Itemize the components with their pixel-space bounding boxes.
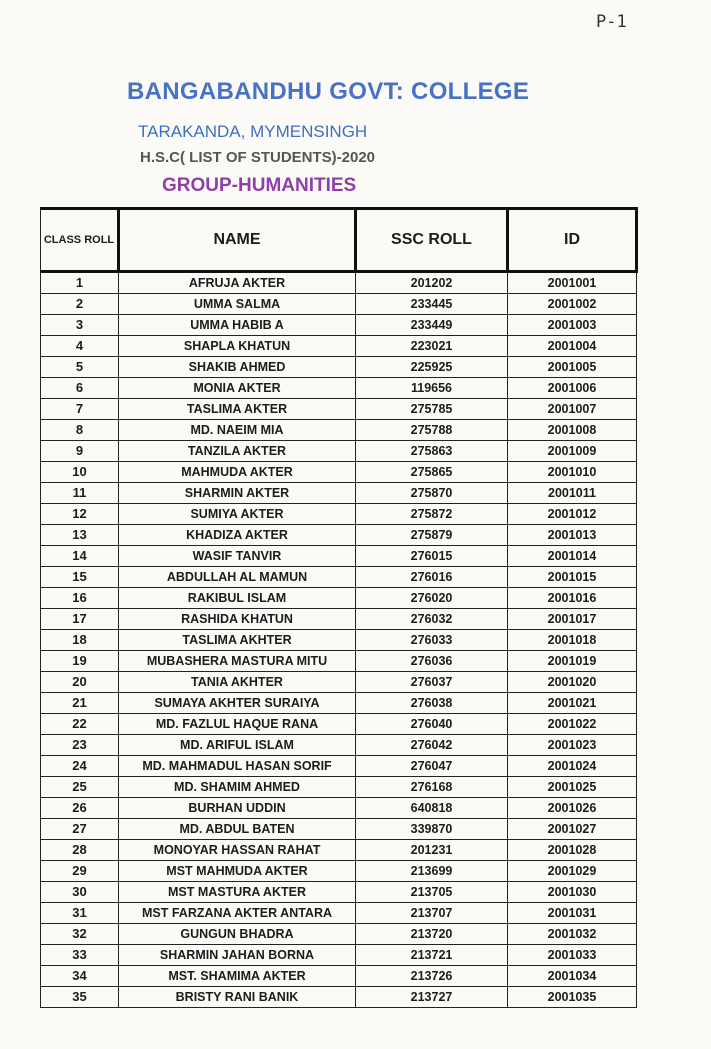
cell-name: SHARMIN AKTER (119, 483, 356, 504)
cell-class-roll: 29 (41, 861, 119, 882)
cell-ssc-roll: 276033 (356, 630, 508, 651)
cell-class-roll: 5 (41, 357, 119, 378)
table-row (41, 819, 637, 840)
cell-class-roll: 10 (41, 462, 119, 483)
cell-id: 2001035 (508, 987, 637, 1008)
table-row (41, 630, 637, 651)
cell-class-roll: 15 (41, 567, 119, 588)
cell-class-roll: 17 (41, 609, 119, 630)
cell-id: 2001025 (508, 777, 637, 798)
cell-ssc-roll: 276036 (356, 651, 508, 672)
cell-name: AFRUJA AKTER (119, 272, 356, 294)
table-row (41, 714, 637, 735)
cell-name: MD. FAZLUL HAQUE RANA (119, 714, 356, 735)
cell-name: BRISTY RANI BANIK (119, 987, 356, 1008)
cell-ssc-roll: 213720 (356, 924, 508, 945)
table-row (41, 903, 637, 924)
cell-id: 2001007 (508, 399, 637, 420)
cell-ssc-roll: 276042 (356, 735, 508, 756)
cell-class-roll: 23 (41, 735, 119, 756)
cell-ssc-roll: 213727 (356, 987, 508, 1008)
cell-name: SHAKIB AHMED (119, 357, 356, 378)
cell-ssc-roll: 213721 (356, 945, 508, 966)
cell-ssc-roll: 275863 (356, 441, 508, 462)
cell-id: 2001026 (508, 798, 637, 819)
cell-ssc-roll: 233449 (356, 315, 508, 336)
cell-ssc-roll: 276040 (356, 714, 508, 735)
cell-name: KHADIZA AKTER (119, 525, 356, 546)
cell-id: 2001003 (508, 315, 637, 336)
cell-name: TASLIMA AKTER (119, 399, 356, 420)
cell-name: TASLIMA AKHTER (119, 630, 356, 651)
cell-id: 2001030 (508, 882, 637, 903)
cell-ssc-roll: 276047 (356, 756, 508, 777)
table-row (41, 672, 637, 693)
cell-ssc-roll: 276038 (356, 693, 508, 714)
table-header-row (41, 209, 637, 272)
cell-ssc-roll: 275865 (356, 462, 508, 483)
table-row (41, 336, 637, 357)
table-row (41, 924, 637, 945)
cell-ssc-roll: 275788 (356, 420, 508, 441)
cell-ssc-roll: 339870 (356, 819, 508, 840)
cell-id: 2001023 (508, 735, 637, 756)
cell-class-roll: 31 (41, 903, 119, 924)
cell-name: MONIA AKTER (119, 378, 356, 399)
table-row (41, 798, 637, 819)
table-row (41, 483, 637, 504)
cell-ssc-roll: 213705 (356, 882, 508, 903)
cell-name: MUBASHERA MASTURA MITU (119, 651, 356, 672)
cell-id: 2001019 (508, 651, 637, 672)
cell-id: 2001014 (508, 546, 637, 567)
cell-id: 2001012 (508, 504, 637, 525)
column-header-class-roll: CLASS ROLL (41, 209, 119, 272)
cell-class-roll: 7 (41, 399, 119, 420)
cell-id: 2001015 (508, 567, 637, 588)
table-row (41, 651, 637, 672)
cell-name: MAHMUDA AKTER (119, 462, 356, 483)
cell-ssc-roll: 276016 (356, 567, 508, 588)
cell-class-roll: 24 (41, 756, 119, 777)
table-row (41, 420, 637, 441)
table-row (41, 609, 637, 630)
table-row (41, 272, 637, 294)
cell-class-roll: 20 (41, 672, 119, 693)
cell-id: 2001006 (508, 378, 637, 399)
cell-class-roll: 21 (41, 693, 119, 714)
page-number: P-1 (596, 12, 627, 32)
cell-class-roll: 9 (41, 441, 119, 462)
cell-class-roll: 30 (41, 882, 119, 903)
cell-ssc-roll: 119656 (356, 378, 508, 399)
cell-ssc-roll: 201202 (356, 272, 508, 294)
cell-class-roll: 35 (41, 987, 119, 1008)
cell-ssc-roll: 213699 (356, 861, 508, 882)
cell-name: MST MASTURA AKTER (119, 882, 356, 903)
table-row (41, 462, 637, 483)
cell-name: MONOYAR HASSAN RAHAT (119, 840, 356, 861)
cell-id: 2001022 (508, 714, 637, 735)
cell-ssc-roll: 201231 (356, 840, 508, 861)
table-row (41, 567, 637, 588)
group-heading: GROUP-HUMANITIES (162, 175, 357, 196)
cell-class-roll: 3 (41, 315, 119, 336)
cell-name: SHAPLA KHATUN (119, 336, 356, 357)
cell-id: 2001010 (508, 462, 637, 483)
cell-id: 2001002 (508, 294, 637, 315)
cell-class-roll: 13 (41, 525, 119, 546)
cell-name: RASHIDA KHATUN (119, 609, 356, 630)
cell-ssc-roll: 213707 (356, 903, 508, 924)
cell-id: 2001005 (508, 357, 637, 378)
table-row (41, 882, 637, 903)
cell-class-roll: 19 (41, 651, 119, 672)
cell-ssc-roll: 275872 (356, 504, 508, 525)
cell-name: SUMAYA AKHTER SURAIYA (119, 693, 356, 714)
cell-id: 2001021 (508, 693, 637, 714)
cell-name: MD. MAHMADUL HASAN SORIF (119, 756, 356, 777)
table-row (41, 693, 637, 714)
cell-id: 2001016 (508, 588, 637, 609)
cell-ssc-roll: 640818 (356, 798, 508, 819)
table-row (41, 777, 637, 798)
cell-id: 2001018 (508, 630, 637, 651)
cell-class-roll: 25 (41, 777, 119, 798)
cell-class-roll: 33 (41, 945, 119, 966)
column-header-name: NAME (119, 209, 356, 272)
cell-id: 2001033 (508, 945, 637, 966)
cell-id: 2001032 (508, 924, 637, 945)
cell-id: 2001028 (508, 840, 637, 861)
cell-class-roll: 6 (41, 378, 119, 399)
cell-id: 2001034 (508, 966, 637, 987)
exam-heading: H.S.C( LIST OF STUDENTS)-2020 (140, 149, 376, 166)
cell-ssc-roll: 276032 (356, 609, 508, 630)
cell-id: 2001031 (508, 903, 637, 924)
cell-name: MD. ABDUL BATEN (119, 819, 356, 840)
table-row (41, 945, 637, 966)
cell-name: MD. NAEIM MIA (119, 420, 356, 441)
table-row (41, 294, 637, 315)
cell-ssc-roll: 275879 (356, 525, 508, 546)
cell-class-roll: 26 (41, 798, 119, 819)
cell-class-roll: 28 (41, 840, 119, 861)
table-row (41, 546, 637, 567)
cell-name: WASIF TANVIR (119, 546, 356, 567)
cell-name: RAKIBUL ISLAM (119, 588, 356, 609)
column-header-ssc-roll: SSC ROLL (356, 209, 508, 272)
cell-ssc-roll: 223021 (356, 336, 508, 357)
table-row (41, 735, 637, 756)
cell-class-roll: 8 (41, 420, 119, 441)
cell-name: TANZILA AKTER (119, 441, 356, 462)
cell-id: 2001008 (508, 420, 637, 441)
cell-ssc-roll: 276168 (356, 777, 508, 798)
cell-class-roll: 16 (41, 588, 119, 609)
cell-name: UMMA HABIB A (119, 315, 356, 336)
college-title: BANGABANDHU GOVT: COLLEGE (127, 78, 530, 105)
table-row (41, 504, 637, 525)
cell-id: 2001001 (508, 272, 637, 294)
cell-name: BURHAN UDDIN (119, 798, 356, 819)
cell-ssc-roll: 213726 (356, 966, 508, 987)
table-row (41, 861, 637, 882)
table-row (41, 399, 637, 420)
table-row (41, 357, 637, 378)
table-row (41, 987, 637, 1008)
cell-ssc-roll: 276020 (356, 588, 508, 609)
cell-class-roll: 4 (41, 336, 119, 357)
cell-id: 2001013 (508, 525, 637, 546)
cell-class-roll: 18 (41, 630, 119, 651)
cell-name: UMMA SALMA (119, 294, 356, 315)
cell-id: 2001024 (508, 756, 637, 777)
cell-class-roll: 32 (41, 924, 119, 945)
cell-id: 2001011 (508, 483, 637, 504)
table-row (41, 840, 637, 861)
column-header-id: ID (508, 209, 637, 272)
cell-name: ABDULLAH AL MAMUN (119, 567, 356, 588)
table-row (41, 966, 637, 987)
cell-id: 2001029 (508, 861, 637, 882)
table-row (41, 378, 637, 399)
table-row (41, 756, 637, 777)
cell-name: MST FARZANA AKTER ANTARA (119, 903, 356, 924)
cell-ssc-roll: 233445 (356, 294, 508, 315)
cell-ssc-roll: 276037 (356, 672, 508, 693)
cell-class-roll: 22 (41, 714, 119, 735)
cell-name: SHARMIN JAHAN BORNA (119, 945, 356, 966)
cell-class-roll: 12 (41, 504, 119, 525)
cell-class-roll: 14 (41, 546, 119, 567)
cell-id: 2001027 (508, 819, 637, 840)
cell-ssc-roll: 275870 (356, 483, 508, 504)
cell-ssc-roll: 275785 (356, 399, 508, 420)
cell-ssc-roll: 225925 (356, 357, 508, 378)
college-location: TARAKANDA, MYMENSINGH (138, 122, 368, 141)
cell-name: MST MAHMUDA AKTER (119, 861, 356, 882)
cell-id: 2001004 (508, 336, 637, 357)
cell-name: GUNGUN BHADRA (119, 924, 356, 945)
cell-class-roll: 1 (41, 272, 119, 294)
cell-name: MST. SHAMIMA AKTER (119, 966, 356, 987)
table-row (41, 525, 637, 546)
table-row (41, 588, 637, 609)
table-row (41, 315, 637, 336)
cell-class-roll: 27 (41, 819, 119, 840)
cell-class-roll: 2 (41, 294, 119, 315)
cell-class-roll: 11 (41, 483, 119, 504)
cell-id: 2001017 (508, 609, 637, 630)
cell-name: MD. ARIFUL ISLAM (119, 735, 356, 756)
student-list-table (40, 207, 638, 1008)
cell-name: MD. SHAMIM AHMED (119, 777, 356, 798)
cell-class-roll: 34 (41, 966, 119, 987)
cell-ssc-roll: 276015 (356, 546, 508, 567)
table-row (41, 441, 637, 462)
cell-id: 2001009 (508, 441, 637, 462)
cell-name: SUMIYA AKTER (119, 504, 356, 525)
cell-id: 2001020 (508, 672, 637, 693)
cell-name: TANIA AKHTER (119, 672, 356, 693)
